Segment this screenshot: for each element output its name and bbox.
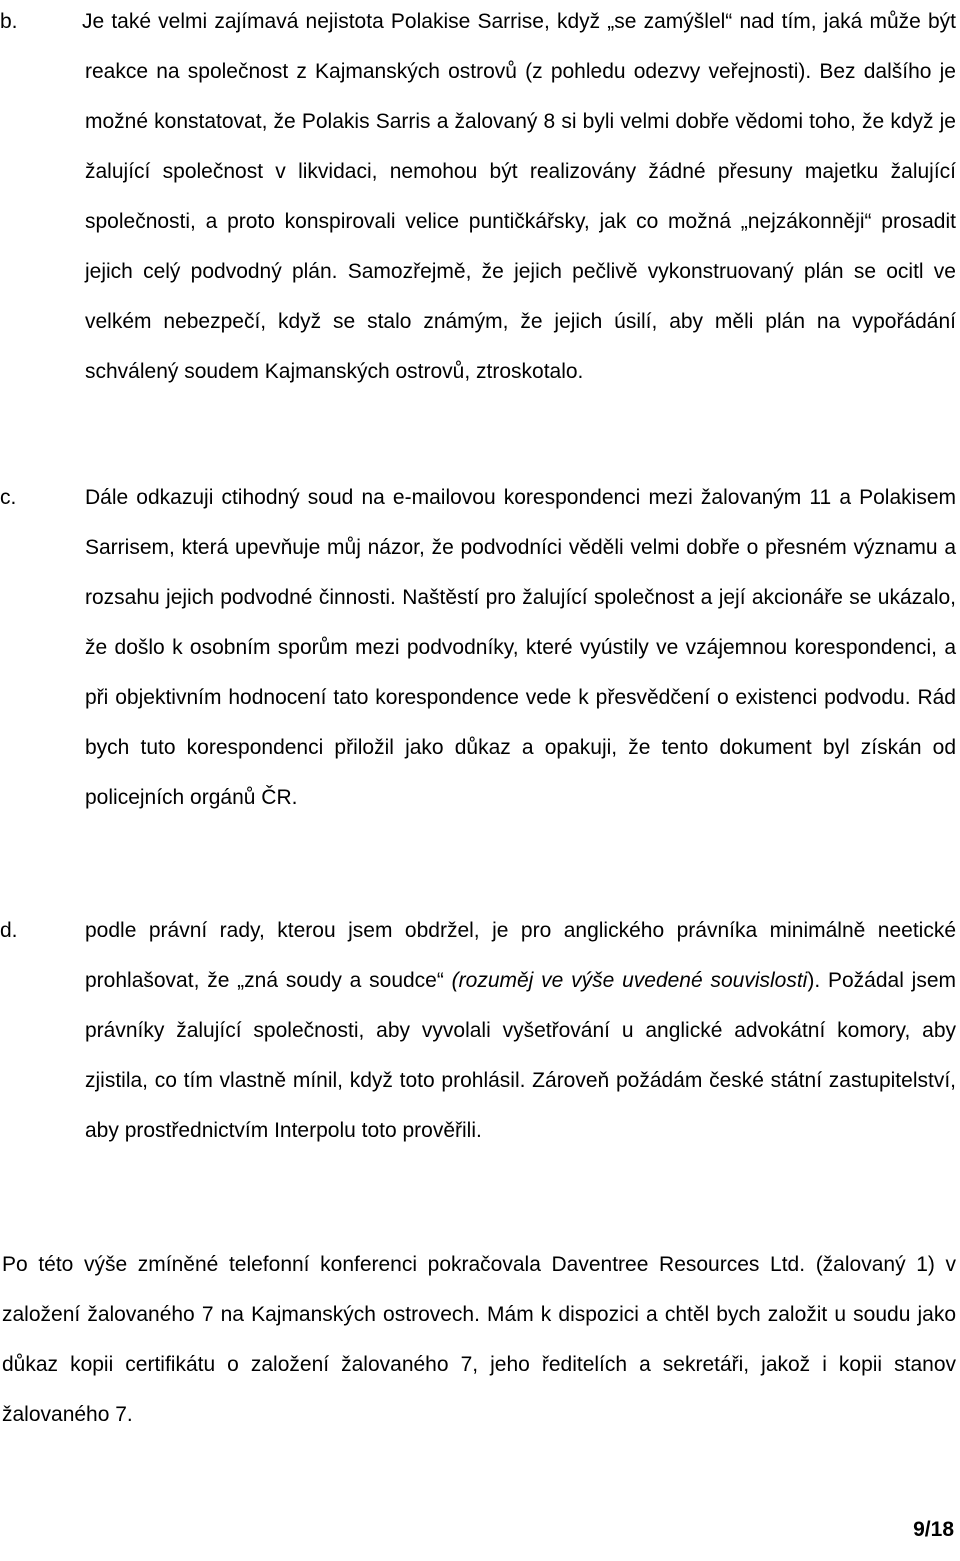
- paragraph-text: Dále odkazuji ctihodný soud na e-mailovou korespondenci mezi žalovaným 11 a Polakisem Sarrisem, která upevňuje můj názor, že podvodníci věděli velmi dobře o přesném významu a rozsahu jejich podvodné činnosti. Naštěstí pro žalující společnost a její akcionáře se ukázalo, že došlo k osobním sporům mezi podvodníky, které vyústily ve vzájemnou korespondenci, a při objektivním hodnocení tato korespondence vede k přesvědčení o existenci podvodu. Rád bych tuto korespondenci přiložil jako důkaz a opakuji, že tento dokument byl získán od policejních orgánů ČR.: [85, 486, 956, 809]
- list-item-b: [0, 0, 956, 397]
- list-marker: d.: [0, 919, 18, 942]
- closing-paragraph: Po této výše zmíněné telefonní konferenci pokračovala Daventree Resources Ltd. (žalovaný 1) v založení žalovaného 7 na Kajmanských ostrovech. Mám k dispozici a chtěl bych založit u soudu jako důkaz kopii certifikátu o založení žalovaného 7, jeho ředitelích a sekretáři, jakož i kopii stanov žalovaného 7.: [2, 1253, 956, 1426]
- paragraph-text-part: ). Požádal jsem právníky žalující společnosti, aby vyvolali vyšetřování u anglické advokátní komory, aby zjistila, co tím vlastně mínil, když toto prohlásil. Zároveň požádám české státní zastupitelství, aby prostřednictvím Interpolu toto prověřili.: [85, 969, 956, 1142]
- list-item-d: [0, 906, 956, 1156]
- paragraph-text: Je také velmi zajímavá nejistota Polakise Sarrise, když „se zamýšlel“ nad tím, jaká může být reakce na společnost z Kajmanských ostrovů (z pohledu odezvy veřejnosti). Bez dalšího je možné konstatovat, že Polakis Sarris a žalovaný 8 si byli velmi dobře vědomi toho, že když je žalující společnost v likvidaci, nemohou být realizovány žádné přesuny majetku žalující společnosti, a proto konspirovali velice puntičkářsky, jak co možná „nejzákonněji“ prosadit jejich celý podvodný plán. Samozřejmě, že jejich pečlivě vykonstruovaný plán se ocitl ve velkém nebezpečí, když se stalo známým, že jejich úsilí, aby měli plán na vypořádání schválený soudem Kajmanských ostrovů, ztroskotalo.: [82, 10, 956, 383]
- page-number: 9/18: [913, 1518, 954, 1541]
- list-marker: b.: [0, 10, 18, 33]
- paragraph-text-italic: (rozuměj ve výše uvedené souvislosti: [451, 969, 808, 992]
- paragraph-text: [85, 906, 956, 1156]
- list-marker: c.: [0, 486, 17, 509]
- paragraph-text-part: podle právní rady, kterou jsem obdržel, je pro anglického právníka minimálně neetické prohlašovat, že „zná soudy a soudce“: [85, 919, 956, 992]
- list-item-c: [0, 473, 956, 823]
